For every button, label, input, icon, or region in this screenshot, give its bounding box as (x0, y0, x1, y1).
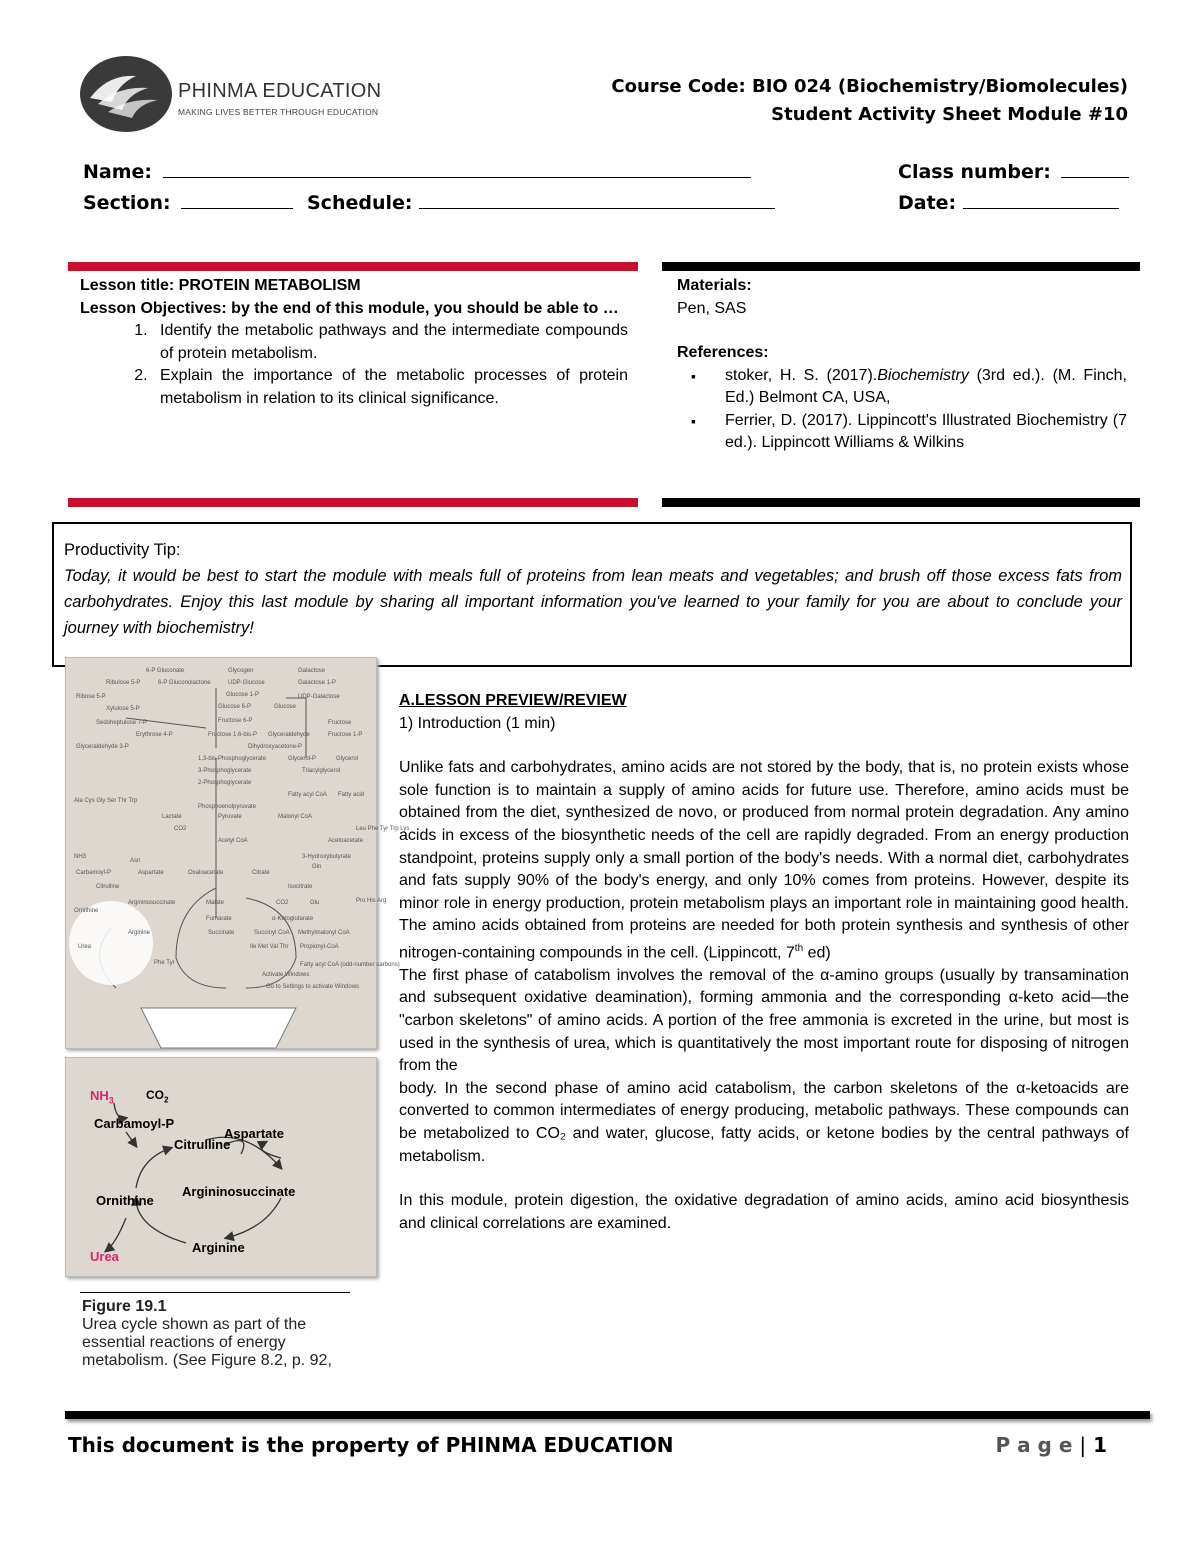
class-number-input-line[interactable] (1061, 157, 1129, 178)
diagram-label: Glucose (274, 704, 297, 710)
reference-item: ▪ Ferrier, D. (2017). Lippincott's Illustrated Biochemistry (7 ed.). Lippincott Williams & Wilkins (707, 410, 1127, 455)
materials-value: Pen, SAS (677, 299, 747, 317)
diagram-label: Glucose 6-P (218, 704, 252, 710)
schedule-label: Schedule: (307, 192, 413, 214)
sheet-title: Student Activity Sheet Module #10 (771, 104, 1128, 125)
materials-section (677, 275, 1127, 455)
date-label: Date: (898, 192, 957, 214)
page-separator: | (1079, 1433, 1087, 1457)
tip-label: Productivity Tip: (64, 541, 181, 559)
footer-page (995, 1433, 1107, 1457)
references-list (677, 365, 1127, 455)
diagram-label: 3-Hydroxybutyrate (302, 854, 352, 860)
diagram-label: Glycerol (336, 756, 359, 762)
diagram-label: 6-P Gluconolactone (158, 680, 211, 686)
diagram-label: Succinyl CoA (254, 930, 290, 936)
preview-paragraph-3: In this module, protein digestion, the oxidative degradation of amino acids, amino acid biosynthesis and clinical correlations are examined. (399, 1192, 1129, 1232)
diagram-label: Dihydroxyacetone-P (248, 744, 303, 750)
metabolism-diagram (65, 657, 410, 1049)
footer-property: This document is the property of PHINMA EDUCATION (68, 1433, 674, 1457)
diagram-label: Fructose 1-P (328, 732, 363, 738)
carbamoyl-label: Carbamoyl-P (94, 1116, 175, 1131)
diagram-label: Pyruvate (218, 814, 242, 820)
diagram-label: Xylulose 5-P (106, 706, 140, 712)
class-number-label: Class number: (898, 161, 1051, 183)
aspartate-label: Aspartate (224, 1126, 284, 1141)
diagram-label: Fatty acyl CoA (288, 792, 328, 798)
diagram-label: Sedoheptulose 7-P (96, 720, 148, 726)
diagram-label: Oxaloacetate (188, 870, 224, 876)
page-label: P a g e (995, 1433, 1073, 1457)
diagram-label: CO2 (276, 900, 289, 906)
lesson-section (80, 275, 628, 410)
tip-text: Today, it would be best to start the module with meals full of proteins from lean meats and vegetables; and brush off those excess fats from carbohydrates. Enjoy this last module by sharing all important information you've learned to your family for you are about to conclude your journey with biochemistry! (64, 567, 1122, 637)
diagram-label: Malate (206, 900, 225, 906)
diagram-label: Gln (312, 864, 322, 870)
references-label: References: (677, 344, 769, 361)
name-input-line[interactable] (163, 157, 751, 178)
diagram-label: Succinate (208, 930, 235, 936)
section-label: Section: (83, 192, 171, 214)
figure-caption (82, 1298, 347, 1370)
lesson-preview (399, 690, 1129, 1235)
diagram-label: Pro His Arg (356, 898, 387, 904)
preview-intro: 1) Introduction (1 min) (399, 714, 556, 732)
diagram-label: Glycerol-P (288, 756, 317, 762)
diagram-label: Activate Windows (262, 972, 310, 978)
diagram-label: UDP-Galactose (298, 694, 340, 700)
date-input-line[interactable] (963, 188, 1119, 209)
diagram-label: Glyceraldehyde (268, 732, 310, 738)
diagram-label: Asn (130, 858, 141, 864)
diagram-label: α-Ketoglutarate (272, 916, 314, 922)
lesson-top-bar (68, 262, 638, 271)
logo (78, 54, 382, 134)
diagram-label: Citrate (252, 870, 270, 876)
diagram-label: 3-Phosphoglycerate (198, 768, 252, 774)
name-field (83, 157, 751, 183)
diagram-label: Fructose 6-P (218, 718, 253, 724)
date-field (898, 188, 1119, 214)
diagram-label: Fructose (328, 720, 352, 726)
citrulline-label: Citrulline (174, 1137, 231, 1152)
diagram-label: Fructose 1,6-bis-P (208, 732, 258, 738)
section-input-line[interactable] (181, 188, 293, 209)
diagram-label: Ribulose 5-P (106, 680, 141, 686)
diagram-label: Aspartate (138, 870, 164, 876)
diagram-label: Urea (78, 944, 92, 950)
class-number-field (898, 157, 1129, 183)
phinma-logo-icon (78, 54, 174, 134)
materials-top-bar (662, 262, 1140, 271)
diagram-label: Glu (310, 900, 320, 906)
diagram-label: Leu Phe Tyr Trp Lys (356, 826, 410, 832)
lesson-title: Lesson title: PROTEIN METABOLISM (80, 277, 361, 294)
diagram-label: Fatty acid (338, 792, 365, 798)
co2-label: $CO_2$ (146, 1088, 169, 1105)
diagram-label: Carbamoyl-P (76, 870, 112, 876)
objective-item: 1. Identify the metabolic pathways and the intermediate compounds of protein metabolism. (152, 320, 628, 365)
footer-bar (65, 1411, 1150, 1419)
schedule-field (307, 188, 775, 214)
preview-paragraph-2a: The first phase of catabolism involves the removal of the α-amino groups (usually by transamination and subsequent oxidative deamination), forming ammonia and the corresponding α-keto acid—the "carbon skeletons" of amino acids. A portion of the free ammonia is excreted in the urine, but most is used in the synthesis of urea, which is quantitatively the most important route for disposing of nitrogen from the (399, 966, 1129, 1075)
diagram-label: Lactate (162, 814, 182, 820)
diagram-label: Galactose (298, 668, 326, 674)
section-field (83, 188, 293, 214)
diagram-label: Go to Settings to activate Windows (266, 984, 360, 990)
diagram-label: Glyceraldehyde 3-P (76, 744, 129, 750)
schedule-input-line[interactable] (419, 188, 775, 209)
diagram-label: 2-Phosphoglycerate (198, 780, 252, 786)
productivity-tip (64, 537, 1122, 641)
diagram-label: Fumarate (206, 916, 232, 922)
objective-item: 2. Explain the importance of the metabolic processes of protein metabolism in relation to its clinical significance. (152, 365, 628, 410)
caption-text: Urea cycle shown as part of the essential reactions of energy metabolism. (See Figure 8.2, p. 92, (82, 1316, 332, 1369)
diagram-label: Acetoacetate (328, 838, 364, 844)
diagram-label: 6-P Gluconate (146, 668, 185, 674)
nh3-label: $NH_3$ (90, 1088, 114, 1106)
diagram-label: CO2 (174, 826, 187, 832)
caption-rule (80, 1292, 350, 1293)
lesson-objectives-intro: Lesson Objectives: by the end of this module, you should be able to … (80, 299, 619, 317)
objectives-list (80, 320, 628, 410)
diagram-label: Glycogen (228, 668, 254, 674)
diagram-label: Isocitrate (288, 884, 313, 890)
preview-paragraph-2b: body. In the second phase of amino acid catabolism, the carbon skeletons of the α-ketoacids are converted to common intermediates of energy producing, metabolic pathways. These compounds can be metabolized to CO₂ and water, glucose, fatty acids, or ketone bodies by the central pathways of metabolism. (399, 1079, 1129, 1165)
materials-bottom-bar (662, 498, 1140, 507)
ornithine-label: Ornithine (96, 1193, 154, 1208)
diagram-label: 1,3-bis-Phosphoglycerate (198, 756, 267, 762)
materials-label: Materials: (677, 277, 752, 294)
diagram-label: Glucose 1-P (226, 692, 260, 698)
diagram-label: UDP-Glucose (228, 680, 265, 686)
diagram-label: NH3 (74, 854, 87, 860)
diagram-label: Propionyl-CoA (300, 944, 339, 950)
course-code: Course Code: BIO 024 (Biochemistry/Biomolecules) (611, 76, 1128, 97)
logo-tagline: MAKING LIVES BETTER THROUGH EDUCATION (178, 107, 379, 117)
diagram-label: Ornithine (74, 908, 99, 914)
diagram-label: Acetyl CoA (218, 838, 248, 844)
diagram-label: Phe Tyr (154, 960, 175, 966)
lesson-bottom-bar (68, 498, 638, 507)
diagram-label: Fatty acyl CoA (odd-number carbons) (300, 962, 400, 968)
urea-label: Urea (90, 1249, 119, 1264)
diagram-label: Phosphoenolpyruvate (198, 804, 257, 810)
urea-cycle-detail (65, 1057, 377, 1277)
reference-item: ▪ stoker, H. S. (2017).Biochemistry (3rd ed.). (M. Finch, Ed.) Belmont CA, USA, (707, 365, 1127, 410)
diagram-label: Ile Met Val Thr (250, 944, 289, 950)
diagram-label: Arginine (128, 930, 151, 936)
name-label: Name: (83, 161, 153, 183)
diagram-label: Malonyl CoA (278, 814, 313, 820)
page-number: 1 (1093, 1433, 1107, 1457)
diagram-label: Citrulline (96, 884, 120, 890)
arginine-label: Arginine (192, 1240, 245, 1255)
argininosuccinate-label: Argininosuccinate (182, 1184, 296, 1199)
preview-paragraph-1: Unlike fats and carbohydrates, amino acids are not stored by the body, that is, no protein exists whose sole function is to maintain a supply of amino acids for future use. Therefore, amino acids must be obtained from the diet, synthesized de novo, or produced from normal protein degradation. Any amino acids in excess of the biosynthetic needs of the cell are rapidly degraded. From an energy production standpoint, proteins supply only a small portion of the body's needs. With a normal diet, carbohydrates and fats supply 90% of the body's energy, and only 10% comes from proteins. However, despite its minor role in energy production, protein metabolism plays an important role in maintaining good health. The amino acids obtained from proteins are needed for both protein synthesis and synthesis of other nitrogen-containing compounds in the cell. (Lippincott, 7th ed) (399, 759, 1129, 962)
diagram-label: Ala Cys Gly Ser Thr Trp (74, 798, 138, 804)
diagram-label: Methylmalonyl CoA (298, 930, 350, 936)
diagram-label: Triacylglycerol (302, 768, 341, 774)
diagram-label: Galactose 1-P (298, 680, 337, 686)
caption-title: Figure 19.1 (82, 1298, 167, 1315)
diagram-label: Erythrose 4-P (136, 732, 173, 738)
preview-heading: A.LESSON PREVIEW/REVIEW (399, 692, 627, 709)
logo-title: PHINMA EDUCATION (178, 80, 382, 102)
diagram-label: Argininosuccinate (128, 900, 176, 906)
diagram-label: Ribose 5-P (76, 694, 106, 700)
